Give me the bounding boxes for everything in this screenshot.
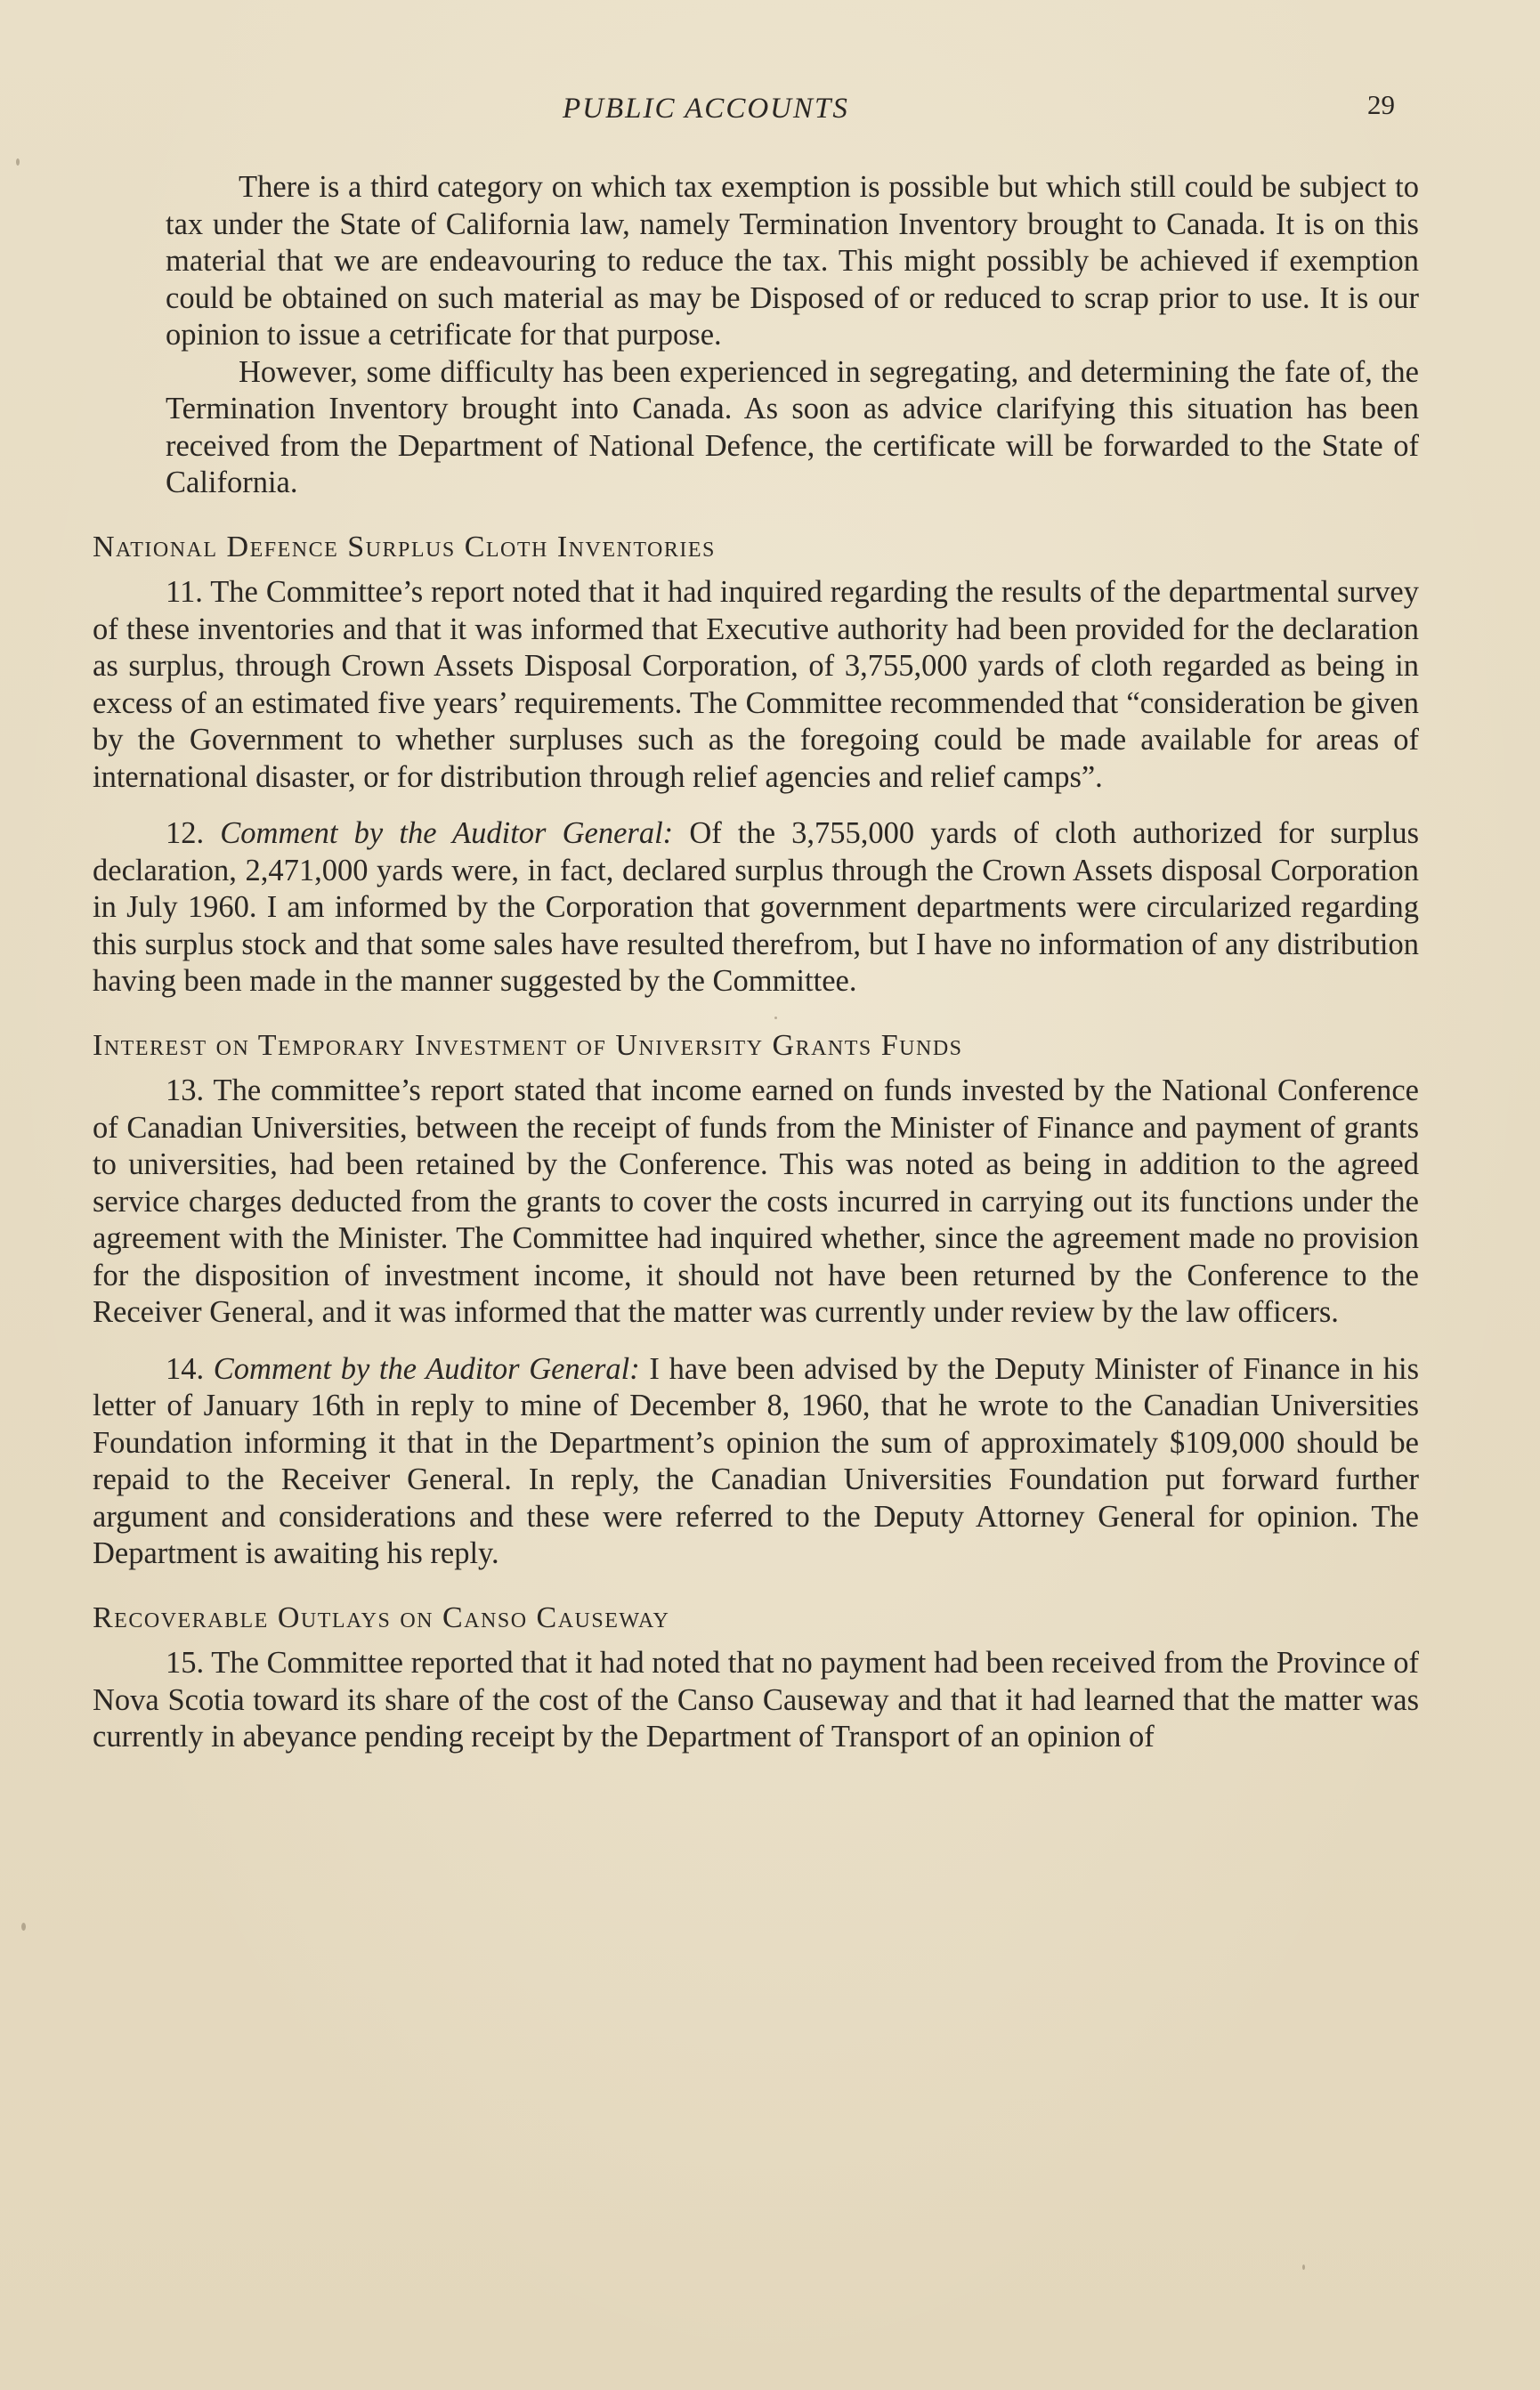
paper-speck <box>16 158 20 166</box>
paper-speck <box>1302 2264 1305 2270</box>
paragraph-14-number: 14. <box>166 1351 205 1386</box>
paragraph-15: 15. The Committee reported that it had noted that no payment had been received from the Province of Nova Scotia toward its share of the cost of the Canso Causeway and that it had learned that the matter was currently in abeyance pending receipt by the Department of Transport of an opinion of <box>93 1646 1419 1754</box>
intro-paragraph-2: However, some difficulty has been experienced in segregating, and determining the fate of, the Termination Inventory brought into Canada. As soon as advice clarifying this situation has been received from the Department of National Defence, the certificate will be forwarded to the State of California. <box>166 354 1419 499</box>
paragraph-12-text: Of the 3,755,000 yards of cloth authorized for surplus declaration, 2,471,000 yards were, in fact, declared surplus through the Crown Assets disposal Corporation in July 1960. I am informed by the Corporation that government departments were circularized regarding this surplus stock and that some sales have resulted therefrom, but I have no information of any distribution having been made in the manner suggested by the Committee. <box>93 816 1420 998</box>
paragraph-14 <box>93 1351 1419 1573</box>
paragraph-11: 11. The Committee’s report noted that it had inquired regarding the results of the departmental survey of these inventories and that it was informed that Executive authority had been provided for the declaration as surplus, through Crown Assets Disposal Corporation, of 3,755,000 yards of cloth regarded as being in excess of an estimated five years’ requirements. The Committee recommended that “consideration be given by the Government to whether surpluses such as the foregoing could be made available for areas of international disaster, or for distribution through relief agencies and relief camps”. <box>93 575 1419 794</box>
paragraph-13: 13. The committee’s report stated that income earned on funds invested by the National Conference of Canadian Universities, between the receipt of funds from the Minister of Finance and payment of grants to universities, had been retained by the Conference. This was noted as being in addition to the agreed service charges deducted from the grants to cover the costs incurred in carrying out its functions under the agreement with the Minister. The Committee had inquired whether, since the agreement made no provision for the disposition of investment income, it should not have been returned by the Conference to the Receiver General, and it was informed that the matter was currently under review by the law officers. <box>93 1073 1419 1329</box>
paragraph-12-number: 12. <box>166 816 205 850</box>
section-heading-university: Interest on Temporary Investment of University Grants Funds <box>93 1028 963 1062</box>
running-title: PUBLIC ACCOUNTS <box>563 93 849 125</box>
paragraph-14-text: I have been advised by the Deputy Minister of Finance in his letter of January 16th in reply to mine of December 8, 1960, that he wrote to the Canadian Universities Foundation informing it that in the Department’s opinion the sum of approximately $109,000 should be repaid to the Receiver General. In reply, the Canadian Universities Foundation put forward further argument and considerations and these were referred to the Deputy Attorney General for opinion. The Department is awaiting his reply. <box>93 1351 1420 1570</box>
paragraph-gap <box>93 796 1419 815</box>
paragraph-14-label: Comment by the Auditor General: <box>213 1351 640 1386</box>
running-head <box>0 89 1540 137</box>
intro-block <box>93 169 1419 502</box>
intro-paragraph-1: There is a third category on which tax exemption is possible but which still could be subject to tax under the State of California law, namely Termination Inventory brought to Canada. It is on this material that we are endeavouring to reduce the tax. This might possibly be achieved if exemption could be obtained on such material as may be Disposed of or reduced to scrap prior to use. It is our opinion to issue a cetrificate for that purpose. <box>166 170 1419 352</box>
section-heading-canso: Recoverable Outlays on Canso Causeway <box>93 1600 670 1634</box>
paper-speck <box>774 1017 777 1019</box>
paragraph-gap <box>93 1332 1419 1351</box>
page-number: 29 <box>1367 89 1395 120</box>
paragraph-12-label: Comment by the Auditor General: <box>220 816 674 850</box>
section-heading-cloth: National Defence Surplus Cloth Inventories <box>93 530 716 563</box>
body-text <box>93 169 1419 1756</box>
paper-speck <box>21 1923 26 1931</box>
paragraph-12 <box>93 815 1419 1001</box>
